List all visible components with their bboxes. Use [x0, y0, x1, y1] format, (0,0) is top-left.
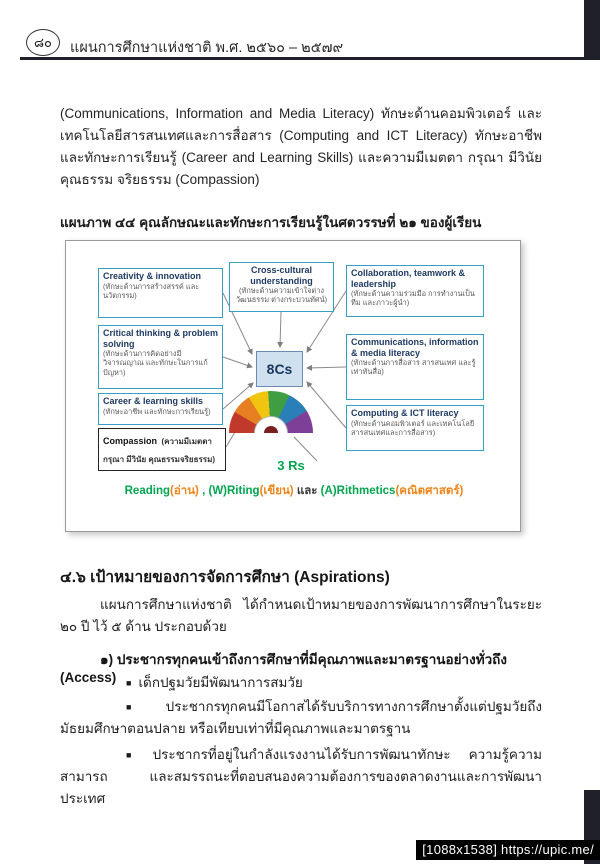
box-subtitle: (ความมีเมตตา กรุณา มีวินัย คุณธรรมจริยธรรม): [103, 437, 216, 464]
rs-part: ,: [198, 485, 209, 497]
intro-paragraph: (Communications, Information and Media Literacy) ทักษะด้านคอมพิวเตอร์ และเทคโนโลยีสารสนเทศและการสื่อสาร (Computing and ICT Literacy) ทักษะอาชีพ และทักษะการเรียนรู้ (Career and Learning Skills) และความมีเมตตา กรุณา มีวินัย คุณธรรม จริยธรรม (Compassion): [60, 106, 542, 187]
box-subtitle: (ทักษะอาชีพ และทักษะการเรียนรู้): [103, 406, 211, 416]
box-compassion: [98, 428, 226, 471]
header-divider: [20, 57, 600, 60]
box-subtitle: (ทักษะด้านความร่วมมือ การทำงานเป็นทีม และภาวะผู้นำ): [351, 289, 475, 308]
box-computing-ict: [346, 405, 484, 451]
page-number: ๘๐: [34, 35, 52, 50]
bullet-text: เด็กปฐมวัยมีพัฒนาการสมวัย: [138, 675, 303, 690]
box-subtitle: (ทักษะด้านความเข้าใจต่างวัฒนธรรม ต่างกระบวนทัศน์): [235, 286, 328, 305]
box-career-learning: [98, 393, 223, 425]
section-intro-paragraph: แผนการศึกษาแห่งชาติ ได้กำหนดเป้าหมายของการพัฒนาการศึกษาในระยะ ๒๐ ปี ไว้ ๕ ด้าน ประกอบด้วย: [60, 597, 542, 634]
box-subtitle: (ทักษะด้านการสื่อสาร สารสนเทศ และรู้เท่าทันสื่อ): [351, 358, 476, 377]
bullet-text: ประชากรที่อยู่ในกำลังแรงงานได้รับการพัฒนาทักษะ ความรู้ความสามารถ และสมรรถนะที่ตอบสนองความต้องการของตลาดงานและการพัฒนาประเทศ: [60, 747, 543, 806]
bullet-marker: ■: [126, 678, 132, 688]
rs-part: (A)Rithmetics: [320, 485, 396, 497]
box-subtitle: (ทักษะด้านการคิดอย่างมีวิจารณญาณ และทักษะในการแก้ปัญหา): [103, 349, 208, 377]
box-title: Critical thinking & problem solving: [103, 328, 219, 349]
bullet-item: [60, 672, 542, 694]
rs-part: (W)Riting: [208, 485, 260, 497]
box-subtitle: (ทักษะด้านการสร้างสรรค์ และนวัตกรรม): [103, 281, 200, 300]
top-right-edge-bar: [584, 0, 600, 57]
box-communications-media: [346, 334, 484, 400]
header-title: แผนการศึกษาแห่งชาติ พ.ศ. ๒๕๖๐ – ๒๕๗๙: [70, 40, 344, 56]
numbered-item-access: ๑) ประชากรทุกคนเข้าถึงการศึกษาที่มีคุณภาพและมาตรฐานอย่างทั่วถึง (Access): [60, 652, 507, 685]
center-8cs-label: 8Cs: [256, 351, 303, 387]
section-heading: ๔.๖ เป้าหมายของการจัดการศึกษา (Aspirations): [60, 569, 390, 586]
rs-part: และ: [293, 485, 321, 497]
box-cross-cultural: [229, 262, 334, 312]
bullet-text: ประชากรทุกคนมีโอกาสได้รับบริการทางการศึกษาตั้งแต่ปฐมวัยถึงมัธยมศึกษาตอนปลาย หรือเทียบเท่าที่มีคุณภาพและมาตรฐาน: [60, 699, 542, 736]
rs-part: (อ่าน): [170, 485, 199, 497]
rs-part: (เขียน): [259, 485, 294, 497]
watermark-label: [1088x1538] https://upic.me/: [416, 840, 600, 860]
box-critical-thinking: [98, 325, 223, 389]
box-collaboration-teamwork: [346, 265, 484, 317]
box-title: Cross-cultural understanding: [250, 265, 313, 286]
rs-part: (คณิตศาสตร์): [395, 485, 464, 497]
bullet-item: [60, 696, 542, 740]
box-title: Creativity & innovation: [103, 271, 202, 281]
page-number-badge: [26, 29, 60, 56]
box-creativity-innovation: [98, 268, 223, 318]
box-title: Communications, information & media literacy: [351, 337, 479, 358]
three-rs-line: [66, 482, 522, 500]
figure-caption: แผนภาพ ๔๔ คุณลักษณะและทักษะการเรียนรู้ในศตวรรษที่ ๒๑ ของผู้เรียน: [60, 215, 482, 230]
skills-diagram: [65, 240, 521, 532]
rainbow-base: [264, 426, 278, 433]
bullet-marker: ■: [126, 702, 159, 712]
three-rs-title: 3 Rs: [277, 458, 305, 473]
rs-part: Reading: [124, 485, 170, 497]
box-title: Career & learning skills: [103, 396, 204, 406]
box-title: Compassion: [103, 436, 158, 446]
bullet-item: [60, 744, 542, 810]
box-title: Computing & ICT literacy: [351, 408, 459, 418]
box-title: Collaboration, teamwork & leadership: [351, 268, 466, 289]
bullet-marker: ■: [126, 750, 146, 760]
box-subtitle: (ทักษะด้านคอมพิวเตอร์ และเทคโนโลยีสารสนเทศและการสื่อสาร): [351, 418, 475, 437]
